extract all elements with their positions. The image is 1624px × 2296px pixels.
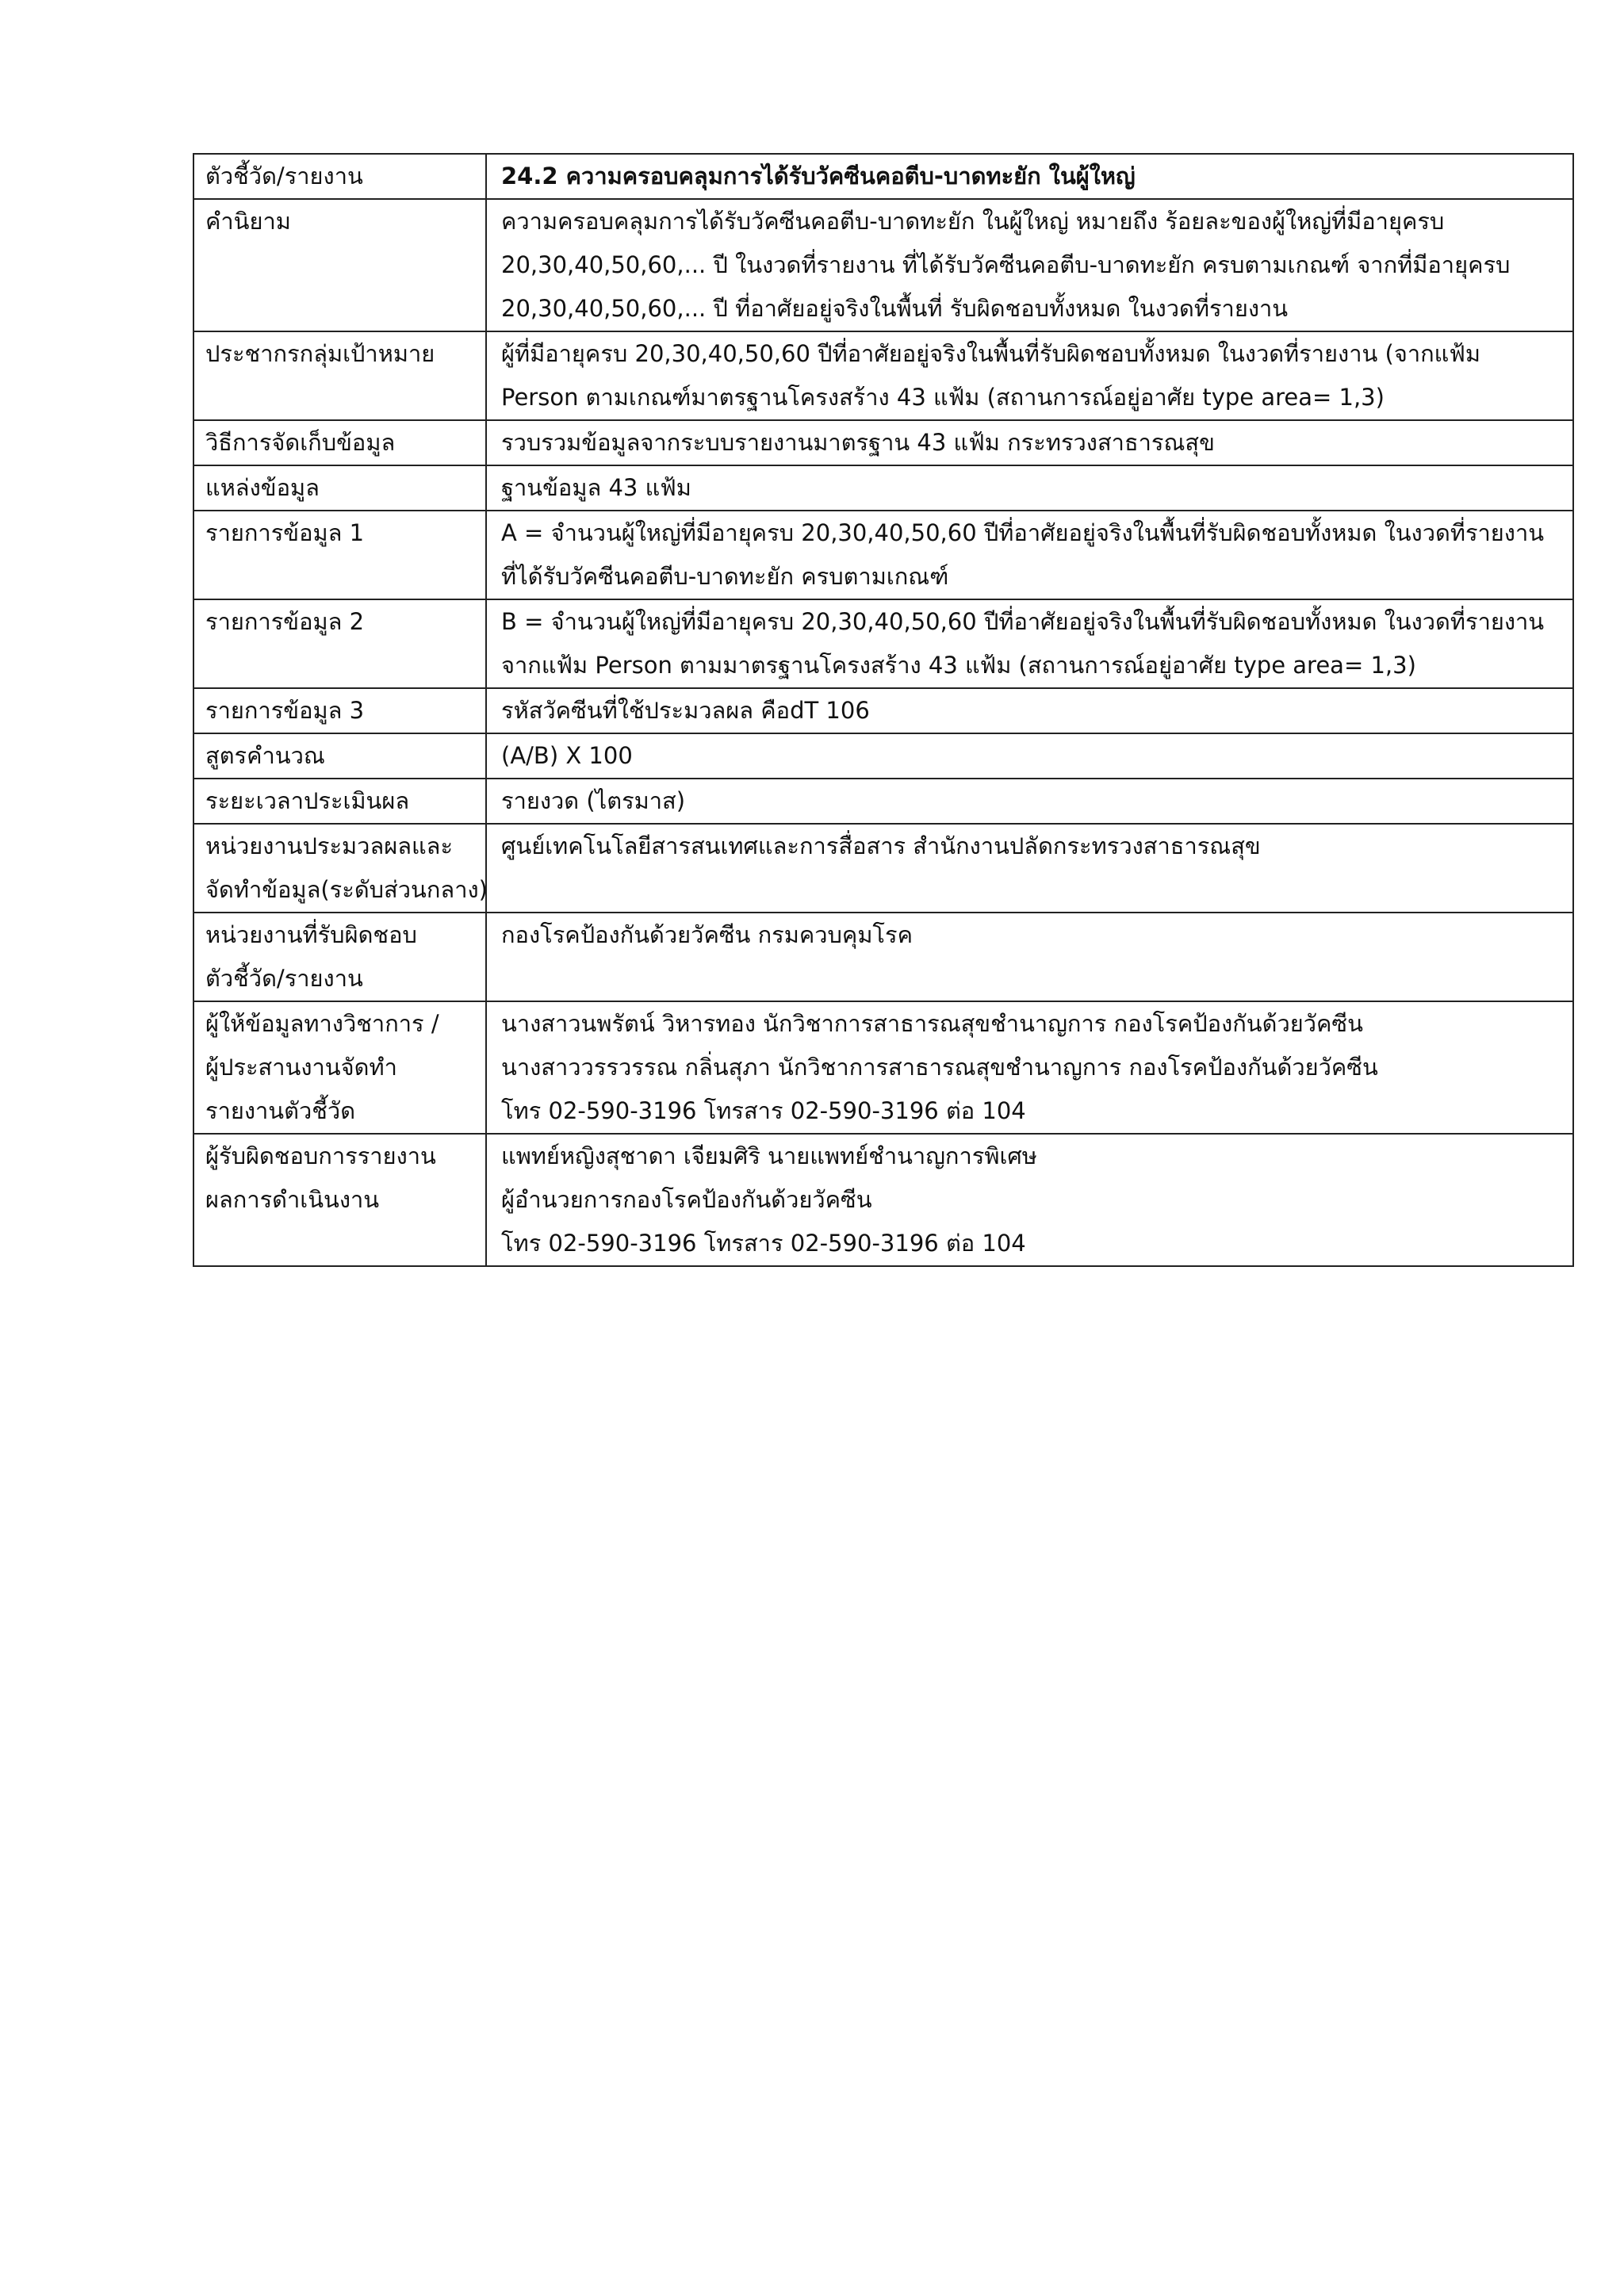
row-data-item-2 xyxy=(193,599,1573,688)
label-cell xyxy=(193,420,486,465)
value-line: กองโรคป้องกันด้วยวัคซีน กรมควบคุมโรค xyxy=(501,921,913,948)
value-cell xyxy=(486,913,1573,1001)
value-line: Person ตามเกณฑ์มาตรฐานโครงสร้าง 43 แฟ้ม (สถานการณ์อยู่อาศัย type area= 1,3) xyxy=(501,384,1385,411)
value-line: ฐานข้อมูล 43 แฟ้ม xyxy=(501,474,691,501)
value-line: ผู้ที่มีอายุครบ 20,30,40,50,60 ปีที่อาศัยอยู่จริงในพื้นที่รับผิดชอบทั้งหมด ในงวดที่รายงาน (จากแฟ้ม xyxy=(501,340,1481,367)
label-line: ผู้รับผิดชอบการรายงาน xyxy=(205,1142,436,1169)
label-line: ประชากรกลุ่มเป้าหมาย xyxy=(205,340,435,367)
phone-line: โทร 02-590-3196 โทรสาร 02-590-3196 ต่อ 104 xyxy=(501,1230,1026,1257)
indicator-title: 24.2 ความครอบคลุมการได้รับวัคซีนคอตีบ-บาดทะยัก ในผู้ใหญ่ xyxy=(501,163,1136,189)
contact-line: นางสาวนพรัตน์ วิหารทอง นักวิชาการสาธารณสุขชำนาญการ กองโรคป้องกันด้วยวัคซีน xyxy=(501,1010,1363,1037)
label-line: รายการข้อมูล 2 xyxy=(205,608,365,635)
value-cell xyxy=(486,824,1573,913)
value-cell xyxy=(486,688,1573,733)
row-processing-unit xyxy=(193,824,1573,913)
value-line: รวบรวมข้อมูลจากระบบรายงานมาตรฐาน 43 แฟ้ม กระทรวงสาธารณสุข xyxy=(501,429,1215,456)
label-line: รายการข้อมูล 1 xyxy=(205,519,365,546)
value-line: 20,30,40,50,60,... ปี ที่อาศัยอยู่จริงในพื้นที่ รับผิดชอบทั้งหมด ในงวดที่รายงาน xyxy=(501,295,1289,322)
label-line: รายงานตัวชี้วัด xyxy=(205,1097,356,1124)
label-cell xyxy=(193,688,486,733)
label-line: ตัวชี้วัด/รายงาน xyxy=(205,163,363,189)
kpi-definition-table xyxy=(193,153,1574,1267)
value-line: รายงวด (ไตรมาส) xyxy=(501,787,686,814)
value-cell xyxy=(486,779,1573,824)
value-cell xyxy=(486,1134,1573,1266)
row-data-source xyxy=(193,465,1573,511)
label-cell xyxy=(193,1001,486,1134)
label-line: ผู้ประสานงานจัดทำ xyxy=(205,1054,397,1081)
label-cell xyxy=(193,733,486,779)
row-evaluation-period xyxy=(193,779,1573,824)
phone-line: โทร 02-590-3196 โทรสาร 02-590-3196 ต่อ 104 xyxy=(501,1097,1026,1124)
value-line: B = จำนวนผู้ใหญ่ที่มีอายุครบ 20,30,40,50,60 ปีที่อาศัยอยู่จริงในพื้นที่รับผิดชอบทั้งหมด ในงวดที่รายงาน xyxy=(501,608,1545,635)
label-line: ผลการดำเนินงาน xyxy=(205,1186,380,1213)
row-collection-method xyxy=(193,420,1573,465)
label-line: จัดทำข้อมูล(ระดับส่วนกลาง) xyxy=(205,876,488,903)
row-technical-contacts xyxy=(193,1001,1573,1134)
label-line: ระยะเวลาประเมินผล xyxy=(205,787,410,814)
label-cell xyxy=(193,913,486,1001)
row-indicator xyxy=(193,154,1573,199)
formula-text: (A/B) X 100 xyxy=(501,742,633,769)
row-data-item-1 xyxy=(193,511,1573,599)
label-cell xyxy=(193,779,486,824)
contact-line: ผู้อำนวยการกองโรคป้องกันด้วยวัคซีน xyxy=(501,1186,872,1213)
value-cell xyxy=(486,1001,1573,1134)
contact-line: นางสาววรรวรรณ กลิ่นสุภา นักวิชาการสาธารณสุขชำนาญการ กองโรคป้องกันด้วยวัคซีน xyxy=(501,1054,1378,1081)
row-data-item-3 xyxy=(193,688,1573,733)
row-formula xyxy=(193,733,1573,779)
label-line: ตัวชี้วัด/รายงาน xyxy=(205,965,363,992)
value-cell xyxy=(486,599,1573,688)
value-line: ความครอบคลุมการได้รับวัคซีนคอตีบ-บาดทะยัก ในผู้ใหญ่ หมายถึง ร้อยละของผู้ใหญ่ที่มีอายุครบ xyxy=(501,208,1445,235)
value-cell xyxy=(486,511,1573,599)
value-line: 20,30,40,50,60,... ปี ในงวดที่รายงาน ที่ได้รับวัคซีนคอตีบ-บาดทะยัก ครบตามเกณฑ์ จากที่มีอายุครบ xyxy=(501,251,1511,278)
row-definition xyxy=(193,199,1573,331)
label-line: คำนิยาม xyxy=(205,208,291,235)
value-line: ที่ได้รับวัคซีนคอตีบ-บาดทะยัก ครบตามเกณฑ์ xyxy=(501,563,949,590)
value-cell xyxy=(486,154,1573,199)
label-cell xyxy=(193,824,486,913)
label-cell xyxy=(193,511,486,599)
kpi-document-page xyxy=(193,153,1574,1267)
row-target-population xyxy=(193,331,1573,420)
label-line: แหล่งข้อมูล xyxy=(205,474,320,501)
value-line: ศูนย์เทคโนโลยีสารสนเทศและการสื่อสาร สำนักงานปลัดกระทรวงสาธารณสุข xyxy=(501,832,1261,859)
label-line: รายการข้อมูล 3 xyxy=(205,697,365,724)
value-cell xyxy=(486,420,1573,465)
label-cell xyxy=(193,599,486,688)
value-cell xyxy=(486,199,1573,331)
contact-line: แพทย์หญิงสุชาดา เจียมศิริ นายแพทย์ชำนาญการพิเศษ xyxy=(501,1142,1037,1169)
value-cell xyxy=(486,331,1573,420)
value-cell xyxy=(486,465,1573,511)
value-line: จากแฟ้ม Person ตามมาตรฐานโครงสร้าง 43 แฟ้ม (สถานการณ์อยู่อาศัย type area= 1,3) xyxy=(501,652,1416,679)
row-reporting-owner xyxy=(193,1134,1573,1266)
label-line: วิธีการจัดเก็บข้อมูล xyxy=(205,429,396,456)
value-cell xyxy=(486,733,1573,779)
row-responsible-unit xyxy=(193,913,1573,1001)
label-cell xyxy=(193,465,486,511)
value-line: รหัสวัคซีนที่ใช้ประมวลผล คือdT 106 xyxy=(501,697,870,724)
label-line: สูตรคำนวณ xyxy=(205,742,325,769)
label-cell xyxy=(193,331,486,420)
label-cell xyxy=(193,199,486,331)
label-line: หน่วยงานที่รับผิดชอบ xyxy=(205,921,417,948)
label-line: ผู้ให้ข้อมูลทางวิชาการ / xyxy=(205,1010,439,1037)
label-line: หน่วยงานประมวลผลและ xyxy=(205,832,454,859)
value-line: A = จำนวนผู้ใหญ่ที่มีอายุครบ 20,30,40,50,60 ปีที่อาศัยอยู่จริงในพื้นที่รับผิดชอบทั้งหมด ในงวดที่รายงาน xyxy=(501,519,1545,546)
label-cell xyxy=(193,154,486,199)
label-cell xyxy=(193,1134,486,1266)
